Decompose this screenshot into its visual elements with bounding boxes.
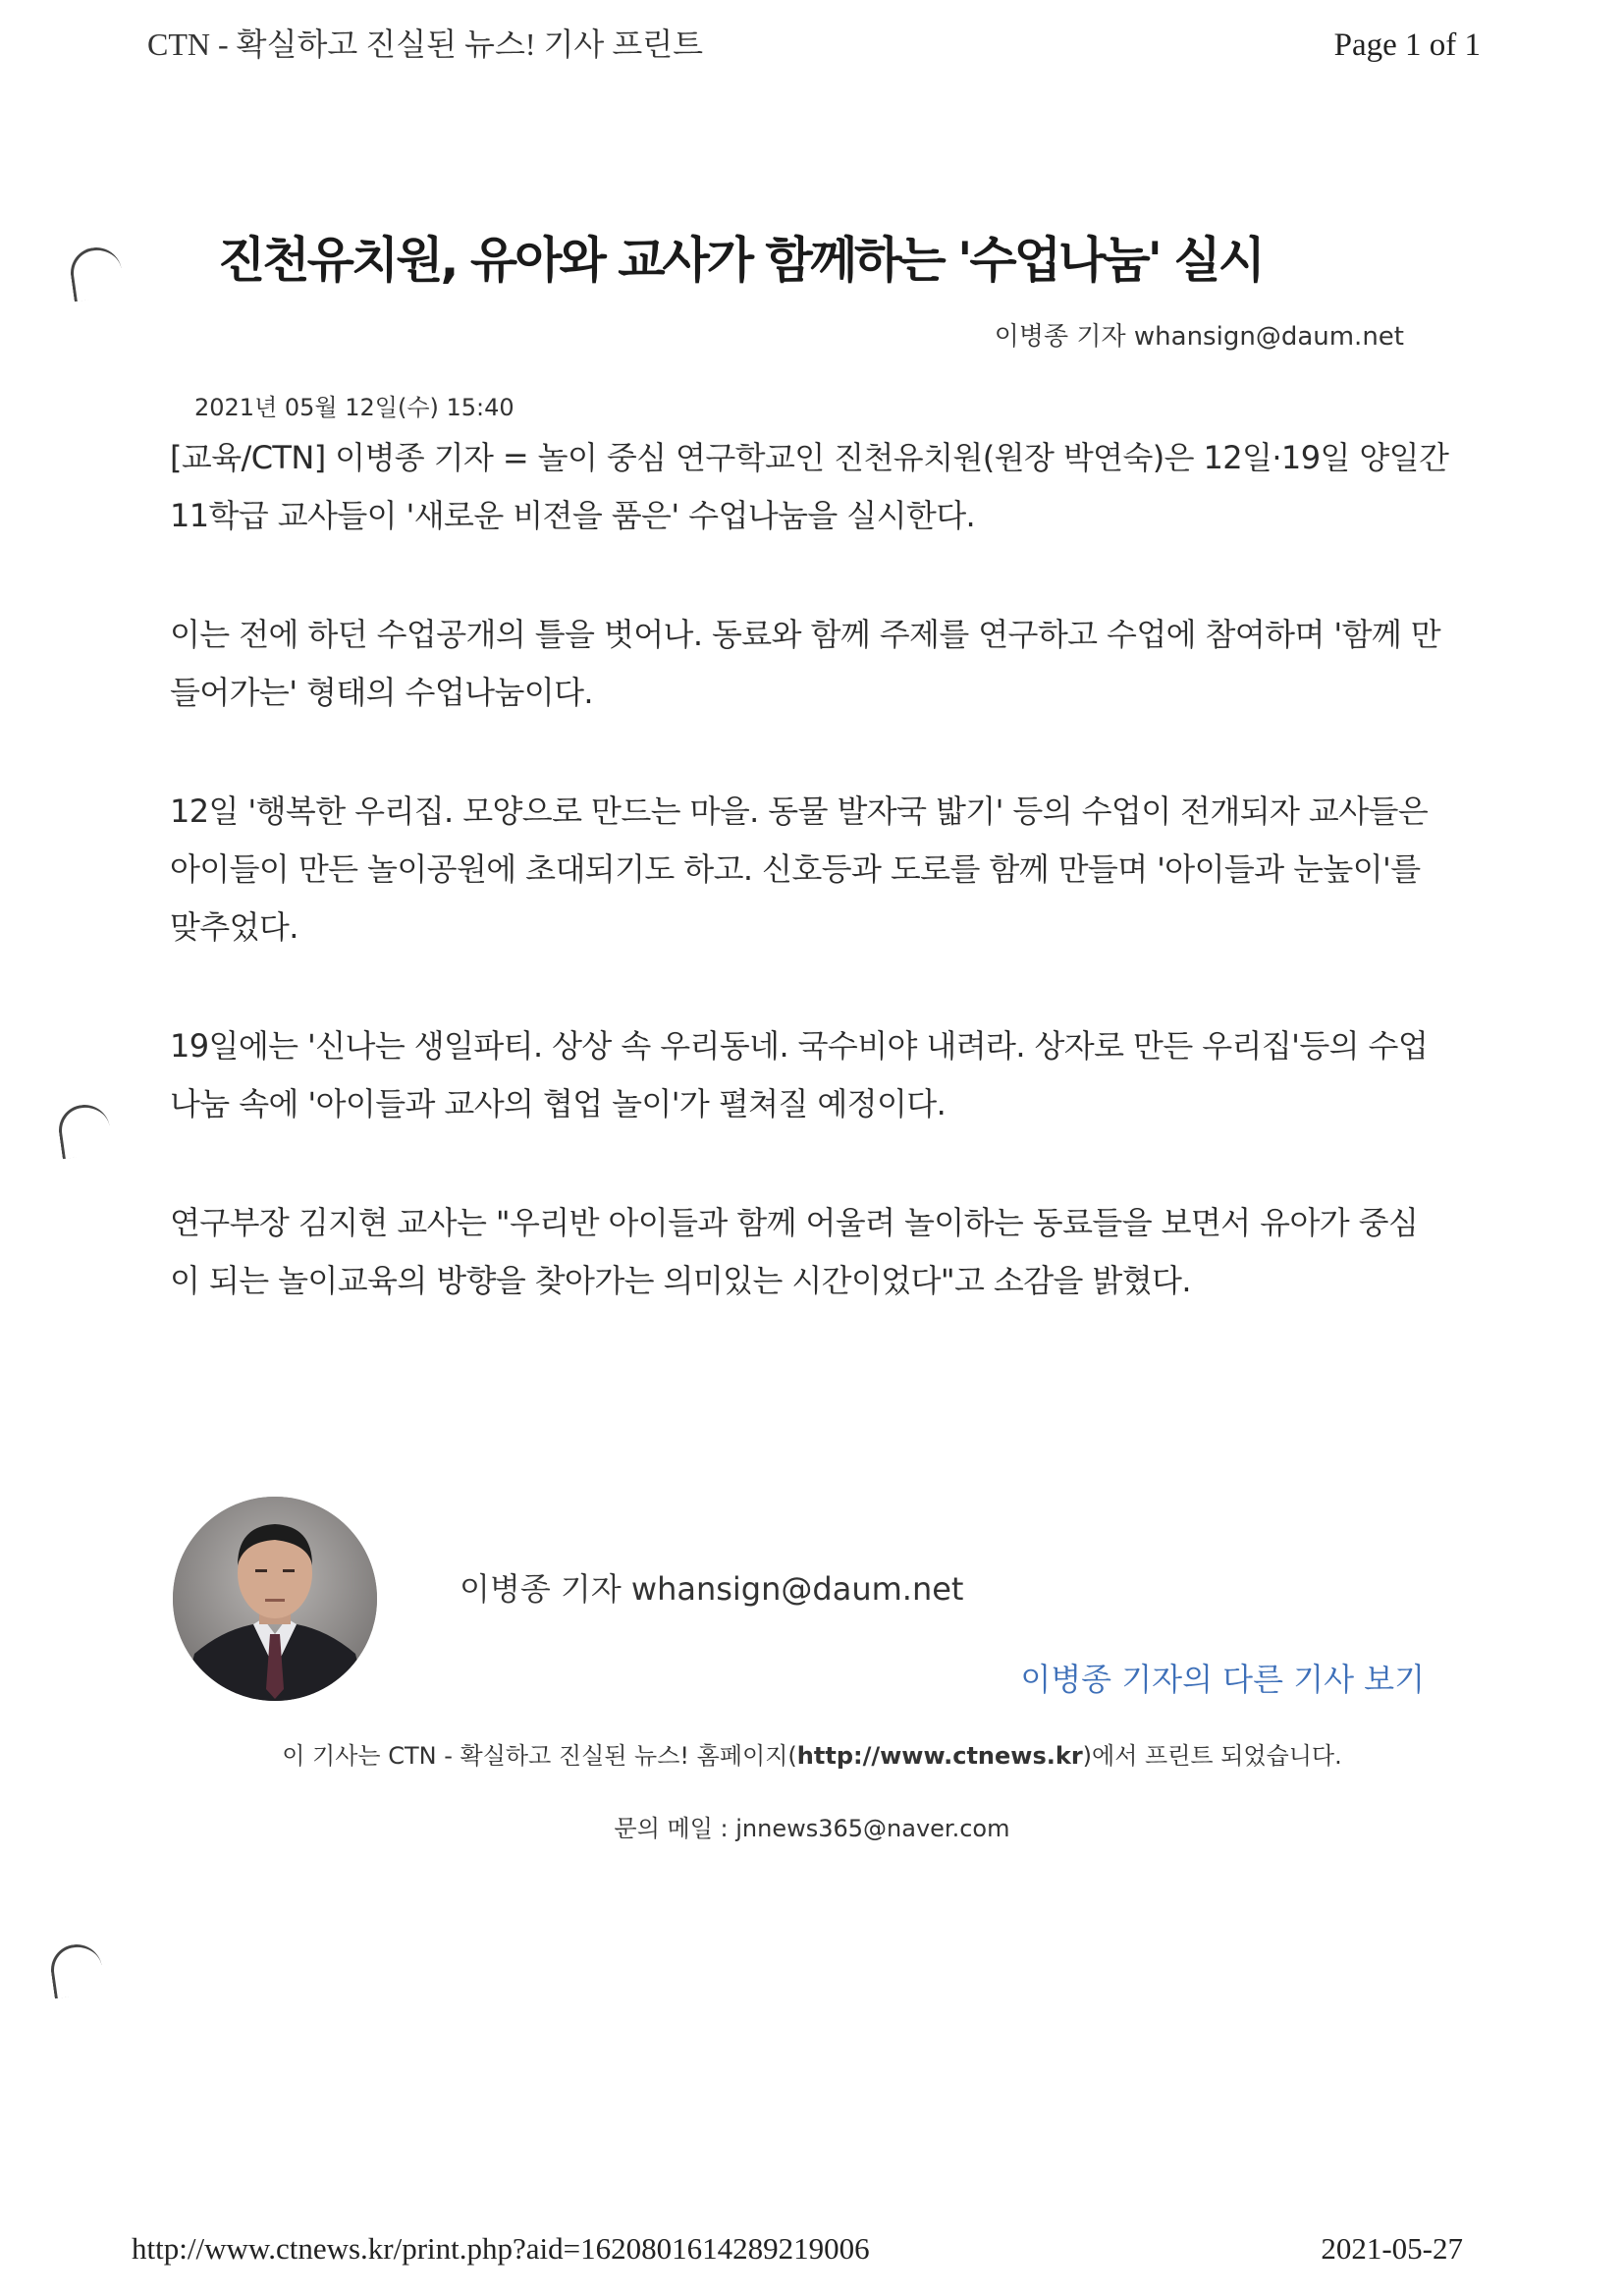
author-avatar — [173, 1497, 377, 1701]
article-paragraph: 19일에는 '신나는 생일파티. 상상 속 우리동네. 국수비야 내려라. 상자로 만든 우리집'등의 수업 나눔 속에 '아이들과 교사의 협업 놀이'가 펼쳐질 예정이다. — [170, 1027, 1429, 1122]
article-paragraph: [교육/CTN] 이병종 기자 = 놀이 중심 연구학교인 진천유치원(원장 박연숙)은 12일·19일 양일간 11학급 교사들이 '새로운 비젼을 품은' 수업나눔을 실시한다. — [170, 439, 1449, 534]
article-dateline: 2021년 05월 12일(수) 15:40 — [194, 394, 514, 421]
print-footer-url: http://www.ctnews.kr/print.php?aid=1620801614289219006 — [132, 2231, 870, 2266]
source-note-prefix: 이 기사는 CTN - 확실하고 진실된 뉴스! 홈페이지( — [282, 1742, 797, 1770]
contact-mail: 문의 메일 : jnnews365@naver.com — [614, 1815, 1010, 1842]
print-footer-date: 2021-05-27 — [1321, 2231, 1463, 2266]
print-header-title: CTN - 확실하고 진실된 뉴스! 기사 프린트 — [147, 27, 704, 62]
article-paragraph: 12일 '행복한 우리집. 모양으로 만드는 마을. 동물 발자국 밟기' 등의 수업이 전개되자 교사들은 아이들이 만든 놀이공원에 초대되기도 하고. 신호등과 도로를 함께 만들며 '아이들과 눈높이'를 맞추었다. — [170, 793, 1429, 946]
binder-hole-mark-icon — [56, 1102, 114, 1160]
source-url: http://www.ctnews.kr — [796, 1742, 1083, 1770]
article-byline: 이병종 기자 whansign@daum.net — [994, 322, 1404, 352]
binder-hole-mark-icon — [48, 1941, 106, 1999]
article-paragraph: 이는 전에 하던 수업공개의 틀을 벗어나. 동료와 함께 주제를 연구하고 수업에 참여하며 '함께 만 들어가는' 형태의 수업나눔이다. — [170, 616, 1441, 711]
article-paragraph: 연구부장 김지현 교사는 "우리반 아이들과 함께 어울려 놀이하는 동료들을 보면서 유아가 중심 이 되는 놀이교육의 방향을 찾아가는 의미있는 시간이었다"고 소감을 밝혔다. — [170, 1204, 1419, 1299]
print-page-number: Page 1 of 1 — [1333, 27, 1481, 63]
more-articles-link[interactable]: 이병종 기자의 다른 기사 보기 — [1020, 1661, 1425, 1698]
article-headline: 진천유치원, 유아와 교사가 함께하는 '수업나눔' 실시 — [218, 232, 1263, 289]
binder-hole-mark-icon — [68, 245, 126, 302]
author-info: 이병종 기자 whansign@daum.net — [460, 1570, 964, 1608]
article-body — [170, 429, 1466, 1371]
source-note — [0, 1736, 1624, 1771]
source-note-suffix: )에서 프린트 되었습니다. — [1082, 1742, 1342, 1770]
